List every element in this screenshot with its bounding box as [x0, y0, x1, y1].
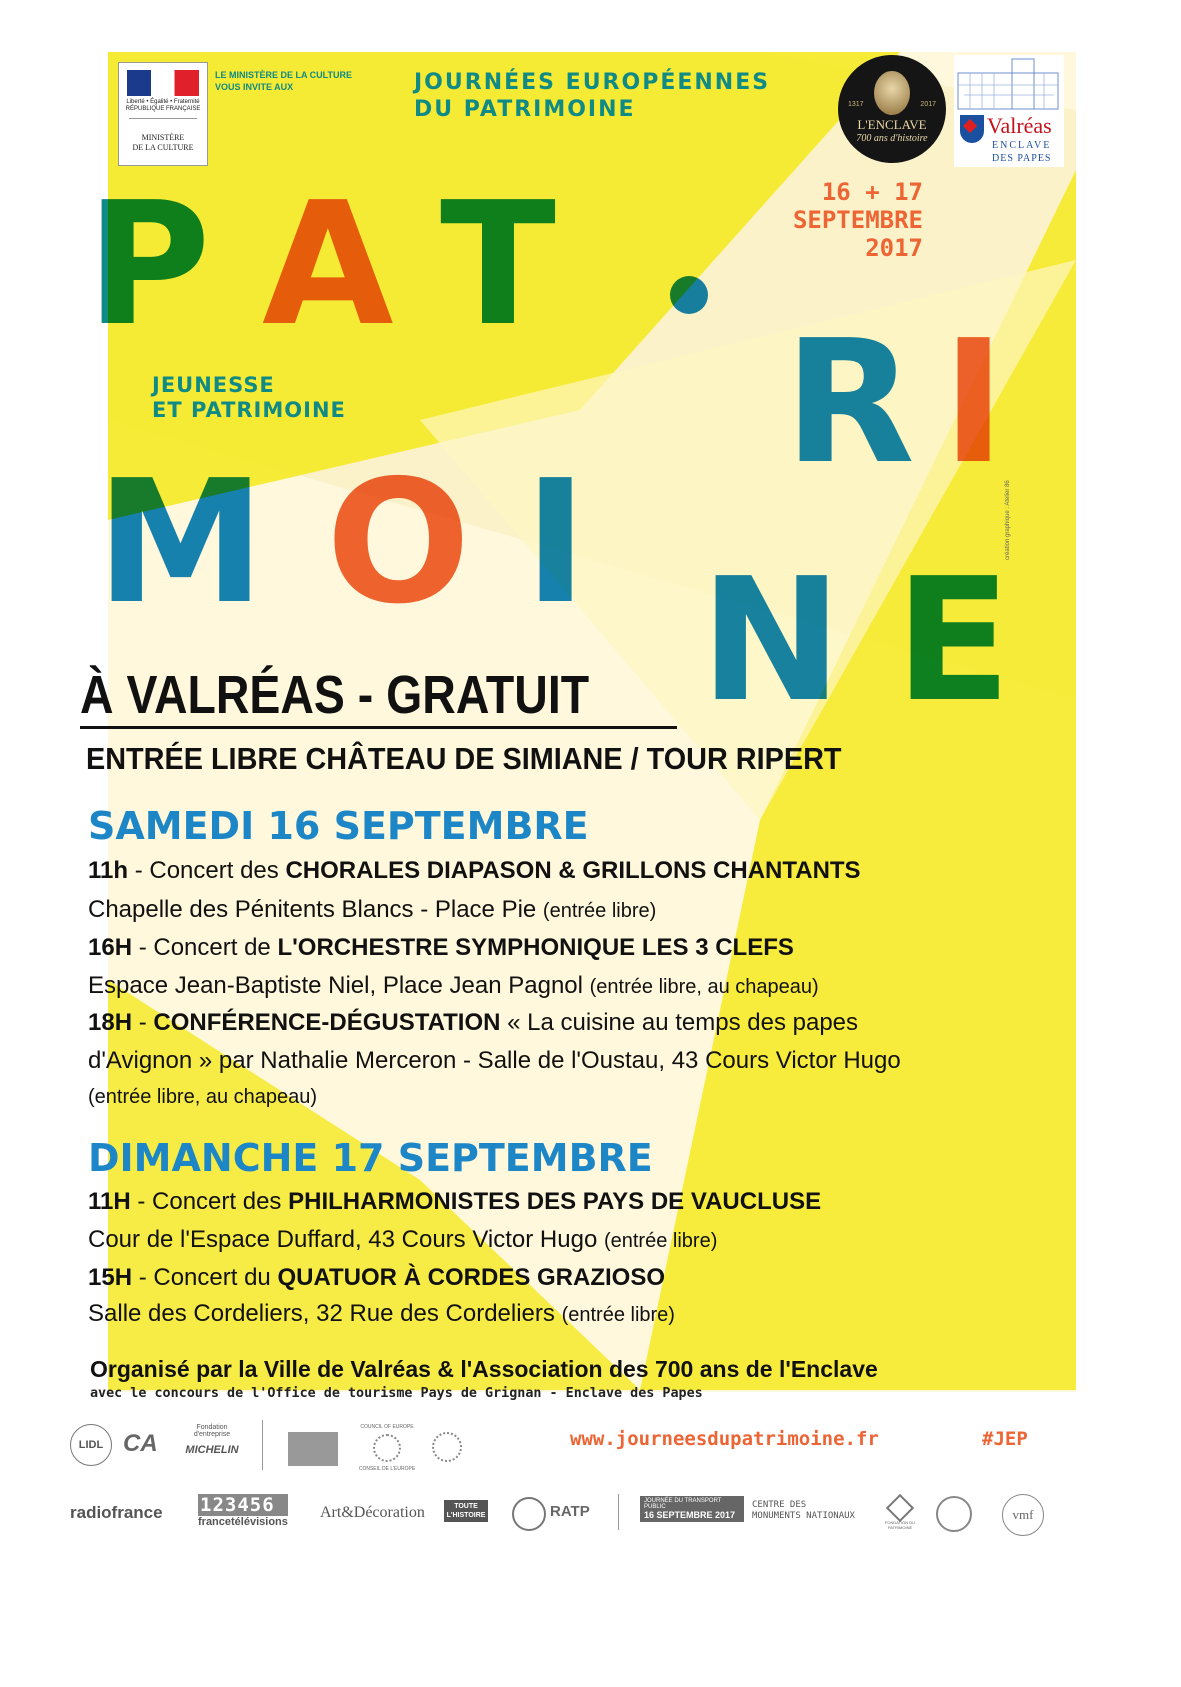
enclave-year-right: 2017 — [920, 101, 936, 108]
letter-r: R — [784, 304, 915, 502]
sat-event3-note: (entrée libre, au chapeau) — [88, 1086, 318, 1108]
ministry-logo — [118, 62, 208, 166]
sun-e1-note: (entrée libre) — [603, 1230, 718, 1252]
castle-sketch-icon — [954, 55, 1064, 113]
transport-line2: 16 SEPTEMBRE 2017 — [644, 1510, 736, 1520]
headline: À VALRÉAS - GRATUIT — [80, 665, 590, 725]
separator-dot — [670, 276, 708, 314]
toute-histoire-logo — [444, 1500, 488, 1522]
ft-digits: 123456 — [198, 1494, 288, 1516]
sat-e1-place: Chapelle des Pénitents Blancs - Place Pie — [88, 896, 543, 923]
letter-a: A — [262, 166, 394, 364]
sun-event2-place — [88, 1300, 675, 1328]
sat-e3-bold: CONFÉRENCE-DÉGUSTATION — [153, 1009, 501, 1036]
marianne-flag — [127, 70, 199, 96]
saturday-title: SAMEDI 16 SEPTEMBRE — [88, 804, 589, 848]
sun-event1-place — [88, 1226, 717, 1254]
valreas-line2: DES PAPES — [992, 153, 1052, 164]
sun-e1-bold: PHILHARMONISTES DES PAYS DE VAUCLUSE — [288, 1188, 822, 1215]
sat-event2 — [88, 934, 794, 962]
enclave-subtitle: 700 ans d'histoire — [856, 133, 928, 144]
cmn-logo — [752, 1500, 855, 1522]
sat-e1-bold1: CHORALES DIAPASON — [285, 857, 552, 884]
sat-e1-bold2: GRILLONS CHANTANTS — [582, 857, 861, 884]
bh-logo-icon — [936, 1496, 972, 1532]
organizer-line1: Organisé par la Ville de Valréas & l'Association des 700 ans de l'Enclave — [90, 1356, 878, 1382]
council-europe-logo — [356, 1424, 418, 1472]
sat-event2-place — [88, 972, 819, 1000]
cmn-line2: MONUMENTS NATIONAUX — [752, 1511, 855, 1521]
fondation-diamond-icon — [886, 1494, 914, 1522]
sun-e1-place: Cour de l'Espace Duffard, 43 Cours Victor Hugo — [88, 1226, 604, 1253]
sat-event1 — [88, 857, 861, 885]
headline-underline — [80, 726, 677, 729]
letter-p: P — [86, 166, 211, 364]
sun-event2 — [88, 1264, 665, 1292]
website-url[interactable]: www.journeesdupatrimoine.fr — [570, 1428, 879, 1450]
letter-m: M — [96, 444, 266, 642]
art-decoration-logo: Art&Décoration — [320, 1504, 425, 1521]
theme-line1: JEUNESSE — [152, 373, 275, 397]
event-title-line1: JOURNÉES EUROPÉENNES — [414, 70, 771, 95]
sat-event3 — [88, 1009, 858, 1037]
theme-line2: ET PATRIMOINE — [152, 398, 346, 422]
subheadline-part1: ENTRÉE LIBRE CHÂTEAU DE SIMIANE / — [86, 741, 647, 776]
heritage-label-icon — [432, 1432, 462, 1462]
transport-day-logo — [640, 1496, 744, 1522]
letter-n: N — [700, 542, 843, 740]
vmf-text: vmf — [1012, 1507, 1034, 1522]
sat-e2-place: Espace Jean-Baptiste Niel, Place Jean Pagnol — [88, 972, 590, 999]
sun-e2-note: (entrée libre) — [561, 1304, 675, 1326]
dates-line3: 2017 — [865, 234, 923, 262]
sun-event1 — [88, 1188, 821, 1216]
ratp-logo: RATP — [550, 1503, 590, 1520]
transport-line1: JOURNÉE DU TRANSPORT PUBLIC — [644, 1498, 722, 1510]
valreas-logo — [954, 55, 1064, 167]
dates-line2: SEPTEMBRE — [792, 206, 923, 234]
radiofrance-logo: radiofrance — [70, 1503, 163, 1522]
lidl-logo — [70, 1424, 112, 1466]
dates-line1: 16 + 17 — [821, 178, 923, 206]
hashtag: #JEP — [982, 1428, 1028, 1450]
eu-flag-icon — [288, 1432, 338, 1466]
histoire-line2: L'HISTOIRE — [446, 1512, 486, 1519]
logo-divider — [262, 1420, 263, 1470]
ft-name: francetélévisions — [198, 1516, 288, 1528]
valreas-name: Valréas — [987, 113, 1052, 138]
sun-e1-text: - Concert des — [130, 1188, 289, 1215]
sat-e2-time: 16H — [88, 934, 133, 961]
council-star-icon — [373, 1434, 401, 1462]
sat-e2-bold: L'ORCHESTRE SYMPHONIQUE LES 3 CLEFS — [277, 934, 794, 961]
subheadline-part2: TOUR RIPERT — [646, 741, 842, 776]
fondation-text: Fondation d'entreprise — [193, 1424, 231, 1438]
sat-e2-text: - Concert de — [132, 934, 278, 961]
enclave-title: L'ENCLAVE — [857, 117, 927, 132]
letter-i1: I — [942, 304, 1006, 502]
ratp-icon — [512, 1497, 546, 1531]
sun-e2-bold: QUATUOR À CORDES GRAZIOSO — [277, 1264, 665, 1291]
marianne-text: Liberté • Égalité • Fraternité RÉPUBLIQUE FRANÇAISE — [125, 99, 201, 112]
design-credit: création graphique : Atelier 86 — [1005, 480, 1011, 560]
sun-e2-time: 15H — [88, 1264, 133, 1291]
council-text: COUNCIL OF EUROPE — [360, 1424, 414, 1430]
ministry-block-line2: DE LA CULTURE — [132, 143, 194, 152]
credit-agricole-logo — [123, 1430, 158, 1458]
logo-divider-2 — [618, 1494, 619, 1530]
fondation-michelin-logo — [178, 1424, 246, 1456]
ministry-block-line1: MINISTÈRE — [141, 133, 185, 142]
histoire-line1: TOUTE — [454, 1503, 478, 1510]
fondation-patrimoine-logo — [880, 1494, 920, 1530]
ministry-invite-line2: VOUS INVITE AUX — [215, 82, 294, 92]
cmn-line1: CENTRE DES — [752, 1500, 807, 1510]
event-title-line2: DU PATRIMOINE — [414, 97, 636, 122]
sun-e2-place: Salle des Cordeliers, 32 Rue des Cordeliers — [88, 1300, 562, 1327]
sun-e2-text: - Concert du — [132, 1264, 278, 1291]
sat-event3-line2: d'Avignon » par Nathalie Merceron - Salle de l'Oustau, 43 Cours Victor Hugo — [88, 1047, 901, 1074]
sat-e3-text: - — [132, 1009, 154, 1036]
sat-e3-rest: « La cuisine au temps des papes — [500, 1009, 859, 1036]
letter-e: E — [895, 542, 1012, 740]
enclave-year-left: 1317 — [848, 101, 864, 108]
sat-e1-text: - Concert des — [128, 857, 286, 884]
conseil-text: CONSEIL DE L'EUROPE — [358, 1466, 416, 1472]
letter-o: O — [326, 444, 471, 642]
subheadline — [86, 741, 842, 777]
sat-e1-time: 11h — [88, 857, 129, 884]
france-televisions-logo — [198, 1494, 288, 1528]
organizer-line2: avec le concours de l'Office de tourisme Pays de Grignan - Enclave des Papes — [90, 1386, 703, 1401]
letter-t: T — [440, 166, 556, 364]
portrait-icon — [874, 71, 910, 115]
valreas-line1: ENCLAVE — [992, 140, 1052, 151]
valreas-emblem-icon — [960, 115, 984, 143]
sat-e1-amp: & — [551, 857, 583, 884]
ca-text: CA — [123, 1430, 158, 1457]
sat-event1-place — [88, 896, 656, 924]
sun-e1-time: 11H — [88, 1188, 131, 1215]
enclave-700-logo — [838, 55, 946, 163]
letter-i2: I — [524, 444, 588, 642]
lidl-text: LIDL — [78, 1439, 104, 1451]
sat-e1-note: (entrée libre) — [542, 900, 657, 922]
sunday-title: DIMANCHE 17 SEPTEMBRE — [88, 1136, 653, 1180]
michelin-text: MICHELIN — [185, 1444, 239, 1456]
ministry-invite-line1: LE MINISTÈRE DE LA CULTURE — [215, 70, 352, 80]
sat-e3-time: 18H — [88, 1009, 133, 1036]
vmf-logo — [1002, 1494, 1044, 1536]
sat-e2-note: (entrée libre, au chapeau) — [589, 976, 819, 998]
fondation-patrimoine-text: FONDATION DU PATRIMOINE — [884, 1520, 916, 1530]
